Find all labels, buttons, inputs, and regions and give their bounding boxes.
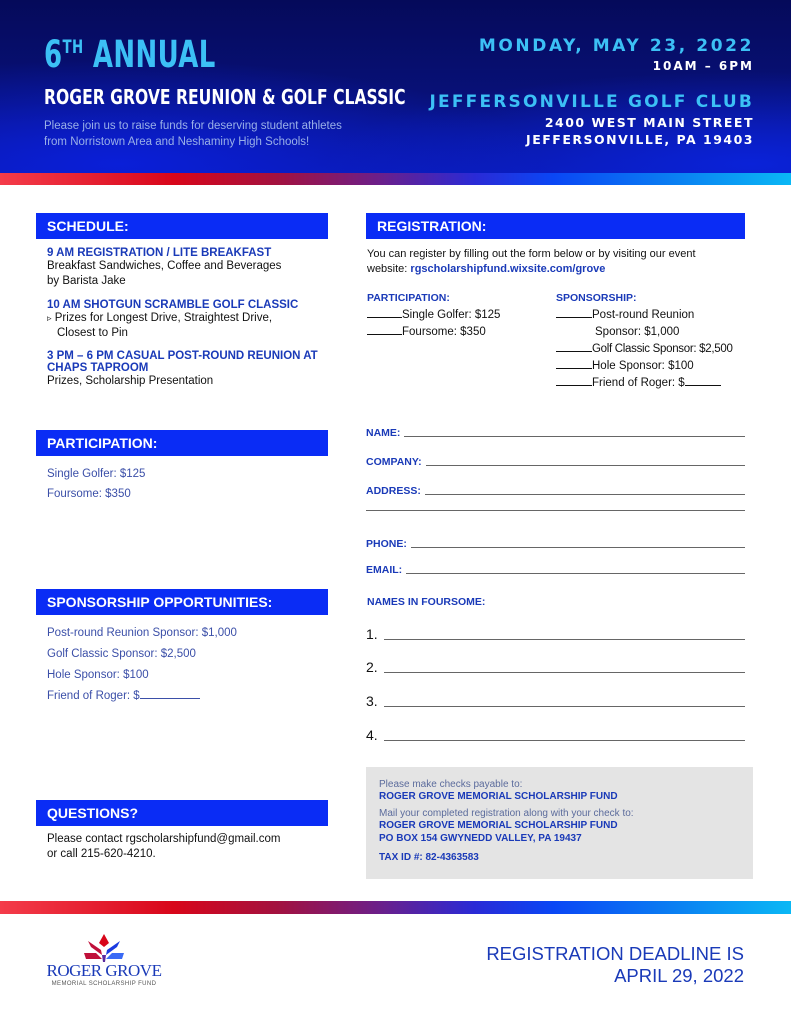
event-tagline: Please join us to raise funds for deserving student athletes from Norristown Area and Neshaminy High Schools! <box>44 120 342 148</box>
reg-option-single-golfer[interactable]: Single Golfer: $125 <box>367 309 500 321</box>
schedule-item: 10 AM SHOTGUN SCRAMBLE GOLF CLASSIC ▹ Prizes for Longest Drive, Straightest Drive, Closest to Pin <box>47 299 299 339</box>
reg-option-friend-of-roger[interactable]: Friend of Roger: $ <box>556 377 721 389</box>
address-field[interactable]: ADDRESS: <box>366 485 745 497</box>
schedule-item: 9 AM REGISTRATION / LITE BREAKFAST Breakfast Sandwiches, Coffee and Beverages by Barista Jake <box>47 247 282 287</box>
venue-address-street: 2400 WEST MAIN STREET <box>544 115 754 130</box>
foursome-name-4-field[interactable]: 4. <box>366 727 745 743</box>
name-field[interactable]: NAME: <box>366 427 745 439</box>
reg-option-golf-classic-sponsor[interactable]: Golf Classic Sponsor: $2,500 <box>556 343 733 355</box>
event-venue: JEFFERSONVILLE GOLF CLUB <box>429 92 754 112</box>
foursome-name-1-field[interactable]: 1. <box>366 626 745 642</box>
sponsorship-item: Post-round Reunion Sponsor: $1,000 <box>47 627 237 639</box>
schedule-list <box>47 247 337 389</box>
sponsorship-item: Golf Classic Sponsor: $2,500 <box>47 648 196 660</box>
sponsorship-heading: SPONSORSHIP OPPORTUNITIES: <box>36 589 328 615</box>
event-edition-title: 6TH ANNUAL <box>44 33 216 76</box>
event-website-link[interactable]: rgscholarshipfund.wixsite.com/grove <box>410 263 606 275</box>
reg-option-foursome[interactable]: Foursome: $350 <box>367 326 486 338</box>
address-line-2-field[interactable] <box>366 510 745 513</box>
schedule-heading: SCHEDULE: <box>36 213 328 239</box>
header-banner <box>0 0 791 173</box>
tax-id: TAX ID #: 82-4363583 <box>379 852 479 863</box>
maple-leaf-logo-icon <box>44 933 164 963</box>
email-field[interactable]: EMAIL: <box>366 564 745 576</box>
roger-grove-logo: ROGER GROVE MEMORIAL SCHOLARSHIP FUND <box>44 933 164 993</box>
contact-info: Please contact rgscholarshipfund@gmail.com or call 215-620-4210. <box>47 833 281 860</box>
company-field[interactable]: COMPANY: <box>366 456 745 468</box>
event-time: 10AM – 6PM <box>652 59 754 73</box>
reg-participation-label: PARTICIPATION: <box>367 292 450 304</box>
reg-option-post-round-sponsor[interactable]: Post-round Reunion <box>556 309 694 321</box>
registration-intro: You can register by filling out the form below or by visiting our event website: rgscholarshipfund.wixsite.com/grove <box>367 248 696 275</box>
bullet-triangle-icon: ▹ <box>47 313 52 323</box>
sponsorship-item: Friend of Roger: $ <box>47 690 200 702</box>
gradient-divider-top <box>0 173 791 185</box>
foursome-names-label: NAMES IN FOURSOME: <box>367 596 486 608</box>
participation-item: Foursome: $350 <box>47 488 131 500</box>
event-date: MONDAY, MAY 23, 2022 <box>478 36 754 56</box>
phone-field[interactable]: PHONE: <box>366 538 745 550</box>
reg-option-post-round-sponsor-price: Sponsor: $1,000 <box>595 326 680 338</box>
reg-sponsorship-label: SPONSORSHIP: <box>556 292 637 304</box>
payment-info-box: Please make checks payable to: ROGER GROVE MEMORIAL SCHOLARSHIP FUND Mail your completed registration along with your check to: ROGER GROVE MEMORIAL SCHOLARSHIP FUND PO BOX 154 GWYNEDD VALLEY, PA 19437 TAX ID #: 82-4363583 <box>366 767 753 879</box>
questions-heading: QUESTIONS? <box>36 800 328 826</box>
venue-address-city: JEFFERSONVILLE, PA 19403 <box>526 132 754 147</box>
foursome-name-3-field[interactable]: 3. <box>366 693 745 709</box>
registration-deadline-date: APRIL 29, 2022 <box>614 965 744 986</box>
sponsorship-item: Hole Sponsor: $100 <box>47 669 149 681</box>
schedule-item: 3 PM – 6 PM CASUAL POST-ROUND REUNION AT CHAPS TAPROOM Prizes, Scholarship Presentation <box>47 350 318 387</box>
event-name: ROGER GROVE REUNION & GOLF CLASSIC <box>44 85 406 109</box>
participation-heading: PARTICIPATION: <box>36 430 328 456</box>
registration-deadline-label: REGISTRATION DEADLINE IS <box>486 943 744 964</box>
participation-item: Single Golfer: $125 <box>47 468 146 480</box>
reg-option-hole-sponsor[interactable]: Hole Sponsor: $100 <box>556 360 694 372</box>
foursome-name-2-field[interactable]: 2. <box>366 659 745 675</box>
gradient-divider-bottom <box>0 901 791 914</box>
registration-heading: REGISTRATION: <box>366 213 745 239</box>
